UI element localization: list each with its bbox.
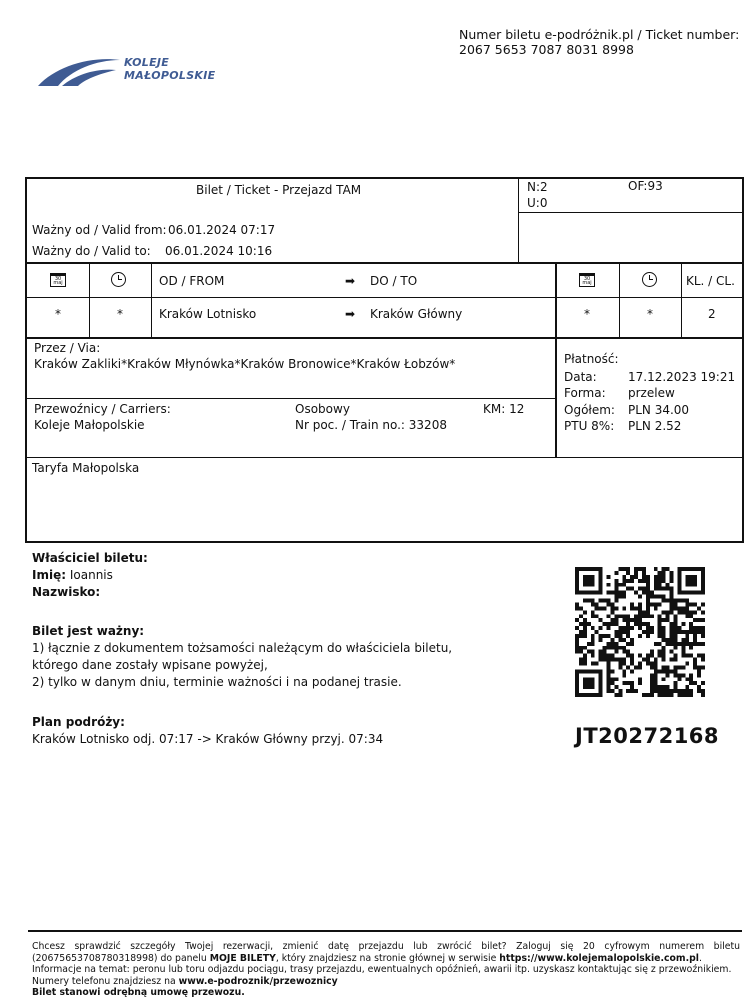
- ticket-number: 2067 5653 7087 8031 8998: [459, 42, 634, 57]
- calendar-icon: 30 maj: [50, 273, 66, 287]
- total-label: Ogółem:: [564, 403, 615, 417]
- to-date-star: *: [584, 307, 590, 321]
- koleje-malopolskie-logo: [36, 54, 226, 94]
- calendar-icon: 30 maj: [579, 273, 595, 287]
- ptu-value: PLN 2.52: [628, 419, 682, 433]
- valid-to-value: 06.01.2024 10:16: [165, 244, 273, 258]
- of-value: OF:93: [628, 179, 663, 193]
- to-header: DO / TO: [370, 274, 418, 288]
- payment-date-value: 17.12.2023 19:21: [628, 370, 736, 384]
- valid-from-label: Ważny od / Valid from:: [32, 223, 167, 237]
- validity-line-2: którego dane zostały wpisane powyżej,: [32, 658, 268, 672]
- carrier-name: Koleje Małopolskie: [34, 418, 145, 432]
- u-value: U:0: [527, 196, 548, 210]
- last-name-row: [32, 585, 100, 599]
- via-label: Przez / Via:: [34, 341, 101, 355]
- from-time-star: *: [117, 307, 123, 321]
- ticket-number-block: [459, 27, 739, 57]
- valid-to-label: Ważny do / Valid to:: [32, 244, 151, 258]
- class-value: 2: [708, 307, 716, 321]
- validity-title: Bilet jest ważny:: [32, 624, 145, 638]
- km-value: KM: 12: [483, 402, 525, 416]
- class-header: KL. / CL.: [686, 274, 735, 288]
- via-stations: Kraków Zakliki*Kraków Młynówka*Kraków Bronowice*Kraków Łobzów*: [34, 357, 456, 371]
- total-value: PLN 34.00: [628, 403, 690, 417]
- last-name-label: Nazwisko:: [32, 585, 101, 599]
- owner-title: Właściciel biletu:: [32, 551, 148, 565]
- qr-code: [575, 567, 705, 697]
- payment-date-label: Data:: [564, 370, 597, 384]
- to-station: Kraków Główny: [370, 307, 463, 321]
- epodroznik-link[interactable]: www.e-podroznik/przewoznicy: [178, 975, 338, 987]
- carriers-label: Przewoźnicy / Carriers:: [34, 402, 171, 416]
- plan-route: Kraków Lotnisko odj. 07:17 -> Kraków Główny przyj. 07:34: [32, 732, 384, 746]
- footer-notice: Chcesz sprawdzić szczegóły Twojej rezerwacji, zmienić datę przejazdu lub zwrócić bilet? Zaloguj się 20 cyfrowym numerem biletu (20675653708780318998) do panelu MOJE BILETY, który znajdziesz na stronie głównej w serwisie https://www.kolejemalopolskie.com.pl. Informacje na temat: peronu lub toru odjazdu pociągu, trasy przejazdu, ewentualnych opóźnień, awarii itp. uzyskasz kontaktując się z przewoźnikiem. Numery telefonu znajdziesz na www.e-podroznik/przewoznicy Bilet stanowi odrębną umowę przewozu.: [32, 941, 740, 998]
- footer-divider: [28, 930, 742, 932]
- payment-form-value: przelew: [628, 386, 675, 400]
- logo-swoosh-icon: [36, 56, 122, 88]
- plan-title: Plan podróży:: [32, 715, 125, 729]
- first-name-label: Imię:: [32, 568, 67, 582]
- kolejemalopolskie-link[interactable]: https://www.kolejemalopolskie.com.pl: [499, 952, 699, 964]
- my-tickets-text: MOJE BILETY: [209, 952, 276, 964]
- logo-text-line1: KOLEJE: [124, 56, 170, 69]
- from-header: OD / FROM: [159, 274, 225, 288]
- ticket-code: JT20272168: [575, 724, 720, 748]
- logo-text-line2: MAŁOPOLSKIE: [124, 69, 216, 82]
- train-type: Osobowy: [295, 402, 350, 416]
- clock-icon: [642, 272, 657, 287]
- to-time-star: *: [647, 307, 653, 321]
- arrow-right-icon: ➡: [345, 274, 356, 288]
- from-date-star: *: [55, 307, 61, 321]
- valid-from-value: 06.01.2024 07:17: [168, 223, 276, 237]
- ticket-title: Bilet / Ticket - Przejazd TAM: [196, 183, 362, 197]
- first-name-row: [32, 568, 113, 582]
- clock-icon: [111, 272, 126, 287]
- validity-line-1: 1) łącznie z dokumentem tożsamości należącym do właściciela biletu,: [32, 641, 453, 655]
- validity-line-3: 2) tylko w danym dniu, terminie ważności i na podanej trasie.: [32, 675, 402, 689]
- n-value: N:2: [527, 180, 548, 194]
- ptu-label: PTU 8%:: [564, 419, 615, 433]
- from-station: Kraków Lotnisko: [159, 307, 257, 321]
- arrow-right-icon: ➡: [345, 307, 356, 321]
- train-number: Nr poc. / Train no.: 33208: [295, 418, 447, 432]
- first-name-value: Ioannis: [69, 568, 113, 582]
- payment-form-label: Forma:: [564, 386, 606, 400]
- ticket-number-label: Numer biletu e-podróżnik.pl / Ticket number:: [459, 27, 740, 42]
- payment-label: Płatność:: [564, 352, 619, 366]
- tariff: Taryfa Małopolska: [32, 461, 140, 475]
- separate-contract-note: Bilet stanowi odrębną umowę przewozu.: [32, 987, 245, 998]
